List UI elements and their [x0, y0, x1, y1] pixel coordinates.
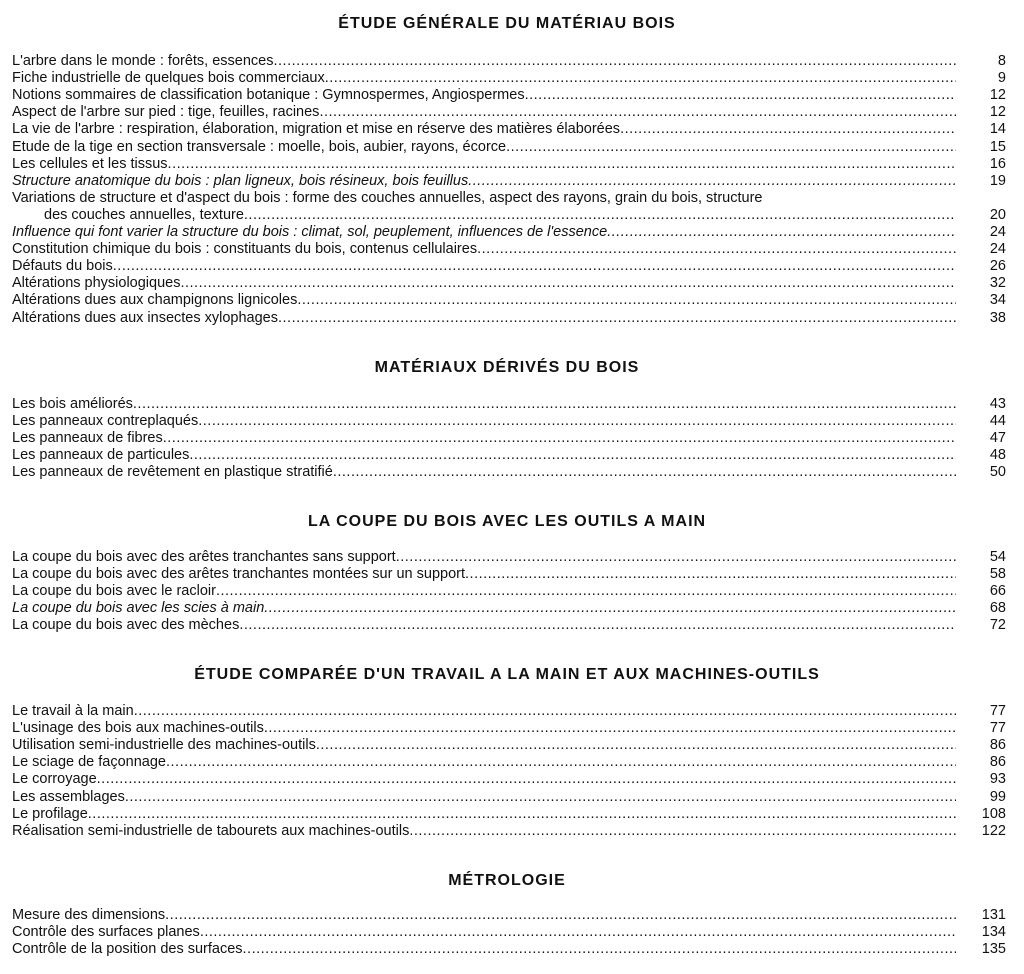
- toc-entry-title: L'usinage des bois aux machines-outils .....: [12, 720, 956, 737]
- section-title: ÉTUDE GÉNÉRALE DU MATÉRIAU BOIS: [338, 15, 676, 32]
- toc-entry: [12, 139, 1006, 156]
- toc-entry: [12, 121, 1006, 138]
- toc-entry-title: Altérations dues aux champignons lignicoles .....: [12, 292, 956, 309]
- toc-entry: [12, 447, 1006, 464]
- toc-entry-title: L'arbre dans le monde : forêts, essences .....: [12, 53, 956, 70]
- toc-entry: [12, 224, 1006, 241]
- toc-page-number: 15: [989, 138, 1006, 155]
- toc-page-number: 122: [981, 822, 1006, 839]
- toc-entry-title: Le sciage de façonnage .....: [12, 754, 956, 771]
- toc-entry: [12, 566, 1006, 583]
- toc-entry: [12, 310, 1006, 327]
- section-title: MATÉRIAUX DÉRIVÉS DU BOIS: [374, 359, 640, 376]
- toc-page-number: 12: [989, 104, 1006, 121]
- toc-entry-title: Les bois améliorés .....: [12, 396, 956, 413]
- toc-page-number: 77: [989, 720, 1006, 737]
- toc-entry: [12, 754, 1006, 771]
- toc-entry-title-continuation: des couches annuelles, texture .....: [12, 207, 956, 224]
- toc-page-number: 32: [989, 275, 1006, 292]
- toc-page-number: 66: [989, 583, 1006, 600]
- toc-page-number: 54: [989, 549, 1006, 565]
- toc-entry-title: Les panneaux de revêtement en plastique stratifié .....: [12, 464, 956, 481]
- toc-entry-title: La vie de l'arbre : respiration, élaboration, migration et mise en réserve des matières élaborées .....: [12, 121, 956, 138]
- toc-page-number: 24: [989, 241, 1006, 258]
- toc-page-number: 38: [989, 309, 1006, 326]
- toc-entry: [12, 823, 1006, 840]
- toc-entry: [12, 292, 1006, 309]
- toc-entry: [12, 617, 1006, 634]
- toc-entry-title: Contrôle de la position des surfaces .....: [12, 941, 956, 958]
- toc-entry: [12, 87, 1006, 104]
- toc-page-number: 99: [989, 788, 1006, 805]
- toc-entry-title: Contrôle des surfaces planes .....: [12, 924, 956, 941]
- toc-page-number: 48: [989, 447, 1006, 464]
- toc-page-number: 43: [989, 396, 1006, 412]
- toc-entry-title: La coupe du bois avec le racloir .....: [12, 583, 956, 600]
- toc-page-number: 135: [981, 941, 1006, 958]
- toc-entry: [12, 737, 1006, 754]
- toc-entry: [12, 789, 1006, 806]
- toc-page-number: 20: [989, 206, 1006, 223]
- toc-entry-title: Etude de la tige en section transversale : moelle, bois, aubier, rayons, écorce .....: [12, 139, 956, 156]
- toc-page-number: 12: [989, 87, 1006, 104]
- toc-page-number: 58: [989, 566, 1006, 583]
- toc-entry: [12, 600, 1006, 617]
- toc-entry-title: Les panneaux de particules .....: [12, 447, 956, 464]
- toc-entry: [12, 53, 1006, 70]
- toc-entry: [12, 241, 1006, 258]
- toc-entry-title: Réalisation semi-industrielle de tabourets aux machines-outils .....: [12, 823, 956, 840]
- toc-entry: [12, 430, 1006, 447]
- toc-entry-title: Les panneaux contreplaqués .....: [12, 413, 956, 430]
- toc-entry: [12, 70, 1006, 87]
- toc-page-number: 8: [997, 53, 1006, 69]
- toc-entry: [12, 156, 1006, 173]
- toc-entry-title: Notions sommaires de classification botanique : Gymnospermes, Angiospermes .....: [12, 87, 956, 104]
- toc-page-number: 14: [989, 121, 1006, 138]
- toc-entry: [12, 549, 1006, 566]
- toc-entry-title: Altérations physiologiques .....: [12, 275, 956, 292]
- toc-entry-title: Le travail à la main .....: [12, 703, 956, 720]
- toc-page-number: 93: [989, 771, 1006, 788]
- toc-entry-title: Variations de structure et d'aspect du bois : forme des couches annuelles, aspect des rayons, grain du bois, structure: [12, 189, 763, 206]
- toc-page-number: 86: [989, 737, 1006, 754]
- toc-entry: [12, 806, 1006, 823]
- toc-entry-title: Mesure des dimensions .....: [12, 907, 956, 924]
- toc-page-number: 47: [989, 430, 1006, 447]
- toc-entry-title: Altérations dues aux insectes xylophages .....: [12, 310, 956, 327]
- section-title: ÉTUDE COMPARÉE D'UN TRAVAIL A LA MAIN ET AUX MACHINES-OUTILS: [194, 666, 820, 683]
- toc-page-number: 50: [989, 464, 1006, 481]
- toc-entry-title: Les panneaux de fibres .....: [12, 430, 956, 447]
- toc-entry: [12, 104, 1006, 121]
- toc-entry-title: La coupe du bois avec des arêtes tranchantes sans support .....: [12, 549, 956, 566]
- toc-entry-title: Utilisation semi-industrielle des machines-outils .....: [12, 737, 956, 754]
- toc-page-number: 19: [989, 172, 1006, 189]
- toc-entry: [12, 583, 1006, 600]
- toc-entry: [12, 396, 1006, 413]
- toc-page-number: 131: [981, 907, 1006, 923]
- toc-entry: [12, 173, 1006, 190]
- toc-entry-title: La coupe du bois avec des arêtes tranchantes montées sur un support .....: [12, 566, 956, 583]
- toc-entry: [12, 258, 1006, 275]
- toc-entry-title: Influence qui font varier la structure du bois : climat, sol, peuplement, influences de l'essence .....: [12, 224, 956, 241]
- section-title: MÉTROLOGIE: [448, 872, 566, 889]
- toc-entry-title: Défauts du bois .....: [12, 258, 956, 275]
- toc-page-number: 34: [989, 292, 1006, 309]
- toc-entry-title: La coupe du bois avec les scies à main .....: [12, 600, 956, 617]
- toc-page-number: 44: [989, 413, 1006, 430]
- toc-entry: [12, 703, 1006, 720]
- toc-entry: [12, 941, 1006, 958]
- toc-entry: [12, 907, 1006, 924]
- toc-page-number: 72: [989, 617, 1006, 634]
- toc-entry-title: Aspect de l'arbre sur pied : tige, feuilles, racines .....: [12, 104, 956, 121]
- toc-entry-title: Fiche industrielle de quelques bois commerciaux .....: [12, 70, 956, 87]
- toc-page-number: 86: [989, 754, 1006, 771]
- toc-entry-title: Structure anatomique du bois : plan ligneux, bois résineux, bois feuillus .....: [12, 173, 956, 190]
- toc-page-number: 16: [989, 155, 1006, 172]
- toc-entry-title: Le corroyage .....: [12, 771, 956, 788]
- toc-page-number: 9: [997, 70, 1006, 87]
- toc-entry-title: La coupe du bois avec des mèches .....: [12, 617, 956, 634]
- toc-page-number: 24: [989, 224, 1006, 240]
- toc-entry-title: Le profilage .....: [12, 806, 956, 823]
- toc-entry: [12, 720, 1006, 737]
- toc-entry: [12, 413, 1006, 430]
- toc-entry: [12, 771, 1006, 788]
- toc-entry-title: Les cellules et les tissus .....: [12, 156, 956, 173]
- toc-entry: [12, 924, 1006, 941]
- toc-entry-title: Constitution chimique du bois : constituants du bois, contenus cellulaires .....: [12, 241, 956, 258]
- toc-page-number: 108: [981, 805, 1006, 822]
- toc-page-number: 77: [989, 703, 1006, 719]
- toc-page-number: 26: [989, 258, 1006, 275]
- toc-page-number: 68: [989, 600, 1006, 617]
- toc-entry: [12, 464, 1006, 481]
- toc-entry: [12, 190, 1006, 207]
- toc-entry: [12, 275, 1006, 292]
- toc-entry-title: Les assemblages .....: [12, 789, 956, 806]
- section-title: LA COUPE DU BOIS AVEC LES OUTILS A MAIN: [307, 513, 707, 530]
- toc-entry-continuation: [12, 207, 1006, 224]
- toc-page-number: 134: [981, 924, 1006, 941]
